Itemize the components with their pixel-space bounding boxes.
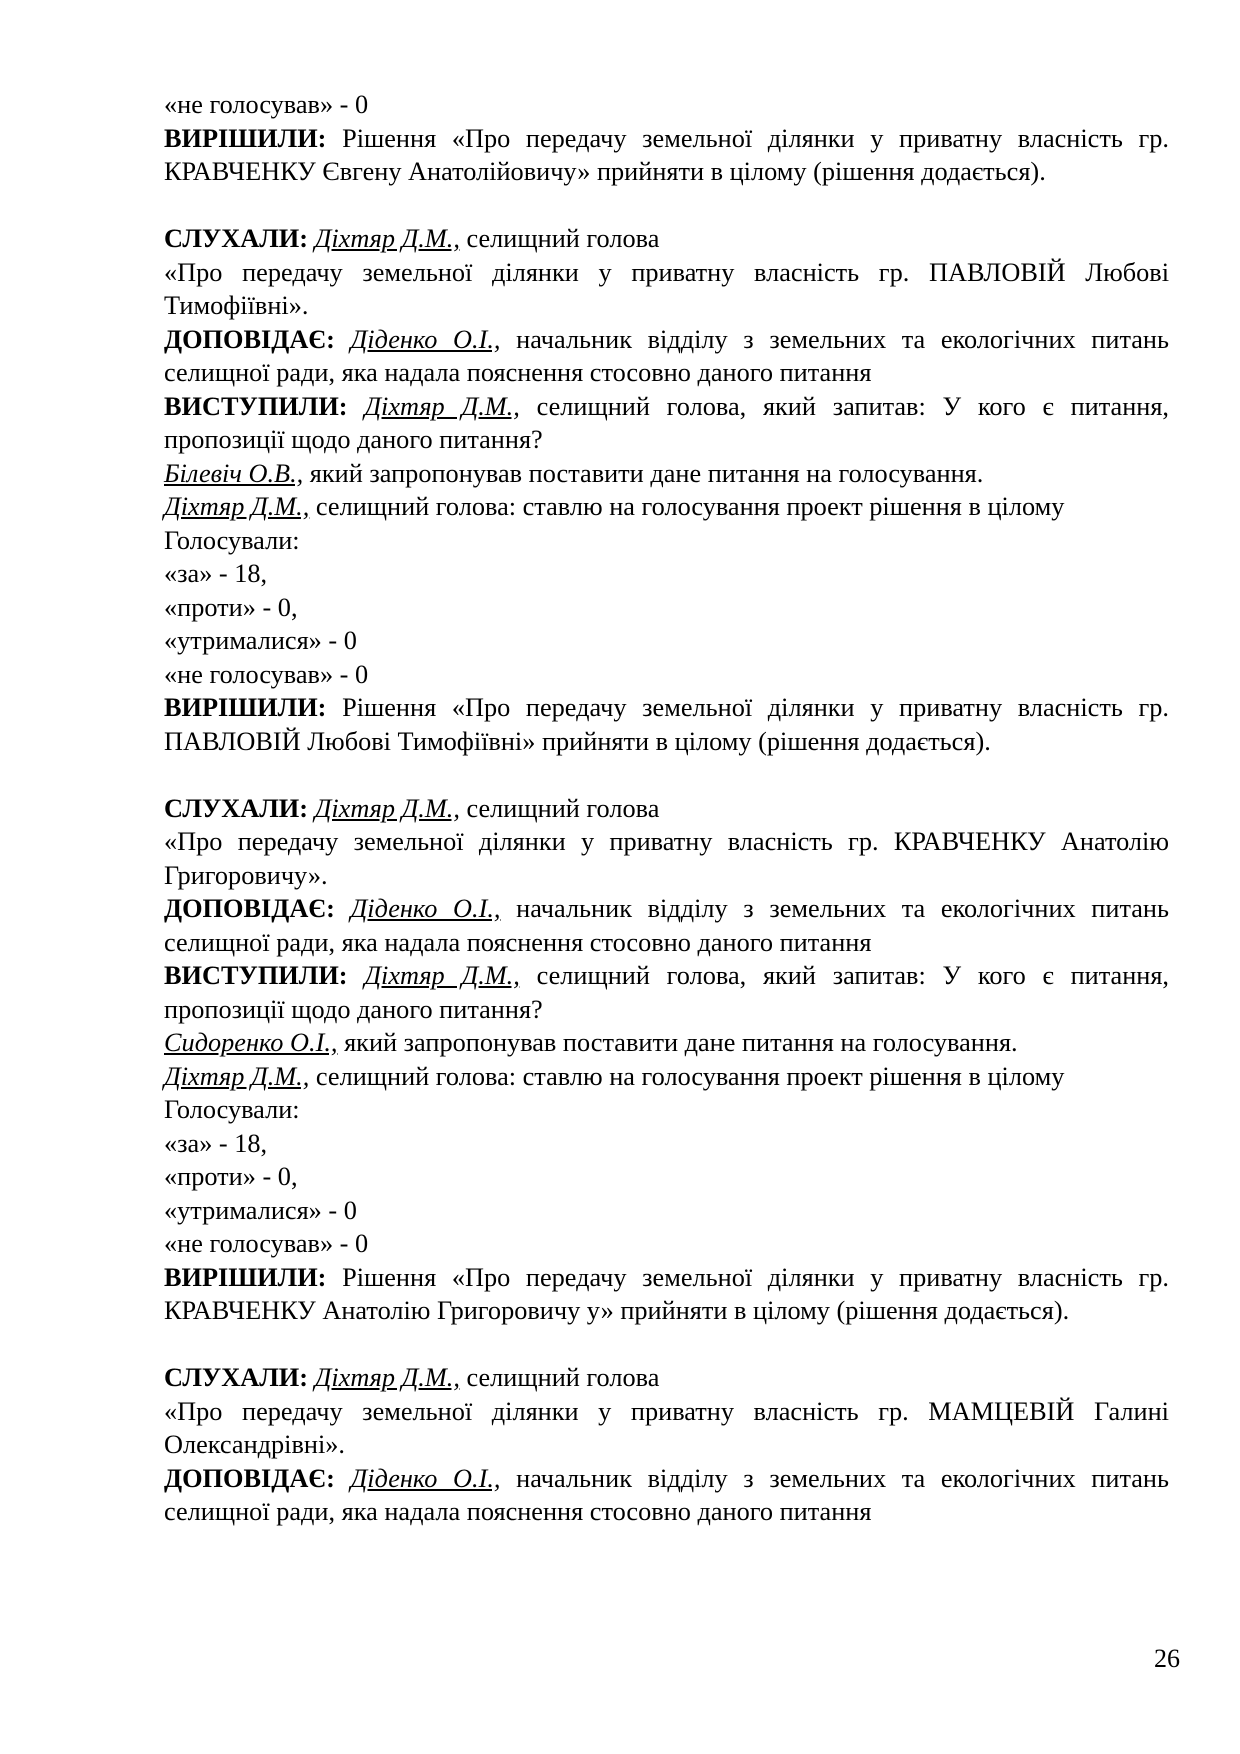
speaker-paragraph bbox=[164, 390, 1169, 457]
vote-not-line: «не голосував» - 0 bbox=[164, 659, 369, 689]
decision-paragraph bbox=[164, 122, 1169, 189]
decision-paragraph bbox=[164, 691, 1169, 758]
reporter-paragraph bbox=[164, 1462, 1169, 1529]
page-number: 26 bbox=[1154, 1644, 1180, 1673]
reporter-label: ДОПОВІДАЄ: bbox=[164, 324, 335, 354]
speaker-name: Діхтяр Д.М., bbox=[364, 961, 520, 990]
voted-label: Голосували: bbox=[164, 525, 300, 555]
reporter-name: Діденко О.І., bbox=[350, 894, 501, 923]
vote-not-line: «не голосував» - 0 bbox=[164, 90, 369, 119]
reporter-paragraph bbox=[164, 323, 1169, 390]
vote-abstain-line: «утрималися» - 0 bbox=[164, 1195, 357, 1225]
reporter-text: начальник відділу з земельних та екологічних питань селищної ради, яка надала пояснення стосовно даного питання bbox=[164, 894, 1169, 957]
chair-name: Діхтяр Д.М., bbox=[164, 492, 310, 521]
proposer-line bbox=[164, 1026, 1169, 1060]
chair-vote-text: селищний голова: ставлю на голосування проект рішення в цілому bbox=[309, 492, 1065, 521]
chair-role: селищний голова bbox=[459, 793, 660, 823]
topic-line: «Про передачу земельної ділянки у приватну власність гр. КРАВЧЕНКУ Анатолію Григоровичу». bbox=[164, 827, 1169, 890]
speaker-paragraph bbox=[164, 959, 1169, 1026]
chair-name: Діхтяр Д.М., bbox=[314, 793, 460, 823]
speaker-name: Діхтяр Д.М., bbox=[364, 391, 520, 421]
chair-vote-text: селищний голова: ставлю на голосування проект рішення в цілому bbox=[309, 1061, 1065, 1091]
chair-vote-call bbox=[164, 1060, 1169, 1094]
heard-line bbox=[164, 1361, 1169, 1395]
chair-role: селищний голова bbox=[459, 224, 660, 253]
speaker-label: ВИСТУПИЛИ: bbox=[164, 391, 348, 421]
proposer-text: який запропонував поставити дане питання на голосування. bbox=[337, 1028, 1018, 1057]
reporter-text: начальник відділу з земельних та екологічних питань селищної ради, яка надала пояснення стосовно даного питання bbox=[164, 1463, 1169, 1526]
decision-label: ВИРІШИЛИ: bbox=[164, 1262, 327, 1292]
reporter-name: Діденко О.І., bbox=[350, 324, 501, 354]
chair-name: Діхтяр Д.М., bbox=[164, 1061, 310, 1091]
proposer-name: Сидоренко О.І., bbox=[164, 1028, 338, 1057]
spacer bbox=[164, 758, 1169, 792]
heard-label: СЛУХАЛИ: bbox=[164, 224, 309, 253]
chair-vote-call bbox=[164, 490, 1169, 524]
decision-text: Рішення «Про передачу земельної ділянки у приватну власність гр. КРАВЧЕНКУ Анатолію Григоровичу у» прийняти в цілому (рішення додається). bbox=[164, 1262, 1169, 1325]
vote-for-line: «за» - 18, bbox=[164, 559, 268, 588]
decision-text: Рішення «Про передачу земельної ділянки у приватну власність гр. ПАВЛОВІЙ Любові Тимофіївні» прийняти в цілому (рішення додається). bbox=[164, 693, 1169, 756]
heard-label: СЛУХАЛИ: bbox=[164, 1363, 309, 1392]
topic-line: «Про передачу земельної ділянки у приватну власність гр. МАМЦЕВІЙ Галині Олександрівні». bbox=[164, 1396, 1169, 1459]
spacer bbox=[164, 1328, 1169, 1362]
voted-label: Голосували: bbox=[164, 1095, 300, 1124]
speaker-label: ВИСТУПИЛИ: bbox=[164, 961, 348, 990]
vote-abstain-line: «утрималися» - 0 bbox=[164, 626, 357, 655]
decision-label: ВИРІШИЛИ: bbox=[164, 123, 327, 153]
reporter-label: ДОПОВІДАЄ: bbox=[164, 1463, 335, 1493]
speaker-text: селищний голова, який запитав: У кого є питання, пропозиції щодо даного питання? bbox=[164, 961, 1170, 1024]
heard-label: СЛУХАЛИ: bbox=[164, 793, 309, 823]
reporter-name: Діденко О.І., bbox=[350, 1463, 501, 1493]
spacer bbox=[164, 189, 1169, 223]
proposer-line bbox=[164, 457, 1169, 491]
document-page bbox=[164, 88, 1169, 1529]
decision-text: Рішення «Про передачу земельної ділянки у приватну власність гр. КРАВЧЕНКУ Євгену Анатолійовичу» прийняти в цілому (рішення додається). bbox=[164, 123, 1169, 186]
vote-not-line: «не голосував» - 0 bbox=[164, 1229, 369, 1258]
chair-role: селищний голова bbox=[459, 1363, 660, 1392]
vote-for-line: «за» - 18, bbox=[164, 1128, 268, 1158]
heard-line bbox=[164, 792, 1169, 826]
chair-name: Діхтяр Д.М., bbox=[314, 1363, 460, 1392]
heard-line bbox=[164, 222, 1169, 256]
reporter-paragraph bbox=[164, 892, 1169, 959]
proposer-text: який запропонував поставити дане питання на голосування. bbox=[303, 458, 984, 488]
decision-paragraph bbox=[164, 1261, 1169, 1328]
speaker-text: селищний голова, який запитав: У кого є питання, пропозиції щодо даного питання? bbox=[164, 391, 1170, 454]
vote-against-line: «проти» - 0, bbox=[164, 1162, 298, 1191]
vote-against-line: «проти» - 0, bbox=[164, 592, 298, 622]
proposer-name: Білевіч О.В., bbox=[164, 458, 304, 488]
chair-name: Діхтяр Д.М., bbox=[314, 224, 460, 253]
reporter-label: ДОПОВІДАЄ: bbox=[164, 894, 335, 923]
reporter-text: начальник відділу з земельних та екологічних питань селищної ради, яка надала пояснення стосовно даного питання bbox=[164, 324, 1169, 387]
topic-line: «Про передачу земельної ділянки у приватну власність гр. ПАВЛОВІЙ Любові Тимофіївні». bbox=[164, 257, 1169, 320]
decision-label: ВИРІШИЛИ: bbox=[164, 693, 327, 722]
